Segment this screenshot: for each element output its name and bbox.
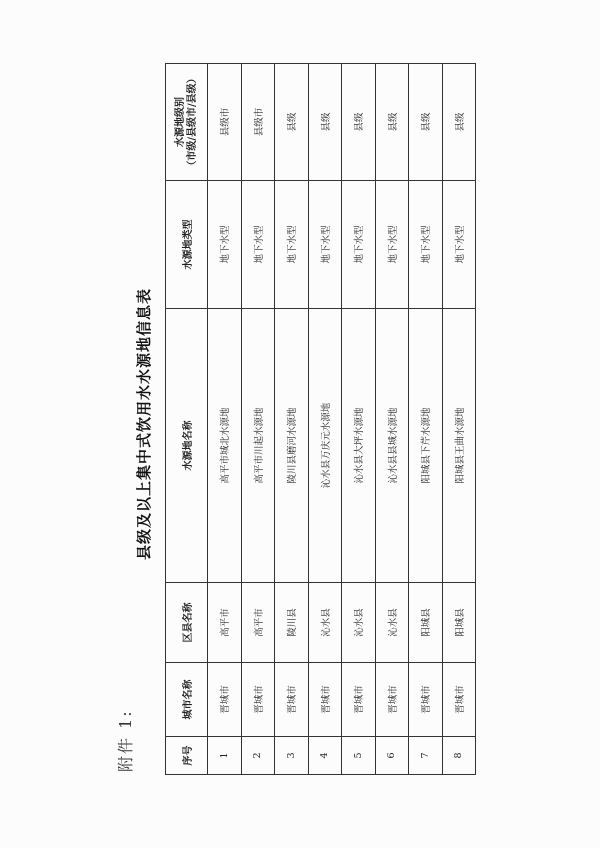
cell-district: 阳城县 [409, 583, 443, 663]
header-level-line2: （市级/县级市/县级） [186, 73, 198, 171]
table-row [342, 64, 376, 775]
cell-index: 8 [442, 737, 476, 775]
cell-source-name: 沁水县万庆元水源地 [308, 309, 342, 583]
cell-district: 沁水县 [375, 583, 409, 663]
header-district: 区县名称 [166, 583, 208, 663]
cell-source-name: 沁水县大坪水源地 [342, 309, 376, 583]
cell-level: 县级 [275, 64, 309, 181]
cell-source-name: 高平市川起水源地 [241, 309, 275, 583]
cell-city: 晋城市 [442, 663, 476, 737]
attachment-label: 附件 1: [116, 709, 135, 772]
cell-index: 1 [208, 737, 242, 775]
header-level-line1: 水源地级别 [174, 97, 186, 147]
cell-source-type: 地下水型 [275, 181, 309, 309]
cell-city: 晋城市 [241, 663, 275, 737]
cell-district: 沁水县 [342, 583, 376, 663]
cell-index: 5 [342, 737, 376, 775]
cell-index: 4 [308, 737, 342, 775]
cell-level: 县级市 [241, 64, 275, 181]
header-source-type: 水源地类型 [166, 181, 208, 309]
document-title: 县级及以上集中式饮用水水源地信息表 [135, 288, 153, 561]
cell-source-type: 地下水型 [342, 181, 376, 309]
table-row [409, 64, 443, 775]
table-header-row [166, 64, 208, 775]
cell-district: 陵川县 [275, 583, 309, 663]
cell-source-type: 地下水型 [241, 181, 275, 309]
cell-source-type: 地下水型 [409, 181, 443, 309]
cell-source-type: 地下水型 [308, 181, 342, 309]
cell-source-type: 地下水型 [375, 181, 409, 309]
cell-source-name: 阳城县王曲水源地 [442, 309, 476, 583]
cell-level: 县级市 [208, 64, 242, 181]
table-row [241, 64, 275, 775]
cell-level: 县级 [308, 64, 342, 181]
cell-source-name: 沁水县县城水源地 [375, 309, 409, 583]
table-row [275, 64, 309, 775]
header-level [166, 64, 208, 181]
table-body [208, 64, 476, 775]
cell-city: 晋城市 [275, 663, 309, 737]
header-index: 序号 [166, 737, 208, 775]
water-source-table [165, 63, 476, 775]
cell-district: 沁水县 [308, 583, 342, 663]
cell-level: 县级 [375, 64, 409, 181]
cell-source-type: 地下水型 [442, 181, 476, 309]
cell-level: 县级 [442, 64, 476, 181]
table-row [375, 64, 409, 775]
cell-source-type: 地下水型 [208, 181, 242, 309]
cell-index: 3 [275, 737, 309, 775]
cell-index: 6 [375, 737, 409, 775]
header-city: 城市名称 [166, 663, 208, 737]
cell-source-name: 阳城县下芹水源地 [409, 309, 443, 583]
cell-city: 晋城市 [208, 663, 242, 737]
cell-index: 2 [241, 737, 275, 775]
cell-district: 高平市 [241, 583, 275, 663]
cell-city: 晋城市 [409, 663, 443, 737]
table-row [442, 64, 476, 775]
cell-level: 县级 [409, 64, 443, 181]
cell-city: 晋城市 [375, 663, 409, 737]
cell-district: 高平市 [208, 583, 242, 663]
cell-city: 晋城市 [308, 663, 342, 737]
header-source-name: 水源地名称 [166, 309, 208, 583]
table-row [208, 64, 242, 775]
cell-source-name: 陵川县磨河水源地 [275, 309, 309, 583]
cell-city: 晋城市 [342, 663, 376, 737]
cell-source-name: 高平市城北水源地 [208, 309, 242, 583]
table-row [308, 64, 342, 775]
cell-level: 县级 [342, 64, 376, 181]
cell-index: 7 [409, 737, 443, 775]
cell-district: 阳城县 [442, 583, 476, 663]
